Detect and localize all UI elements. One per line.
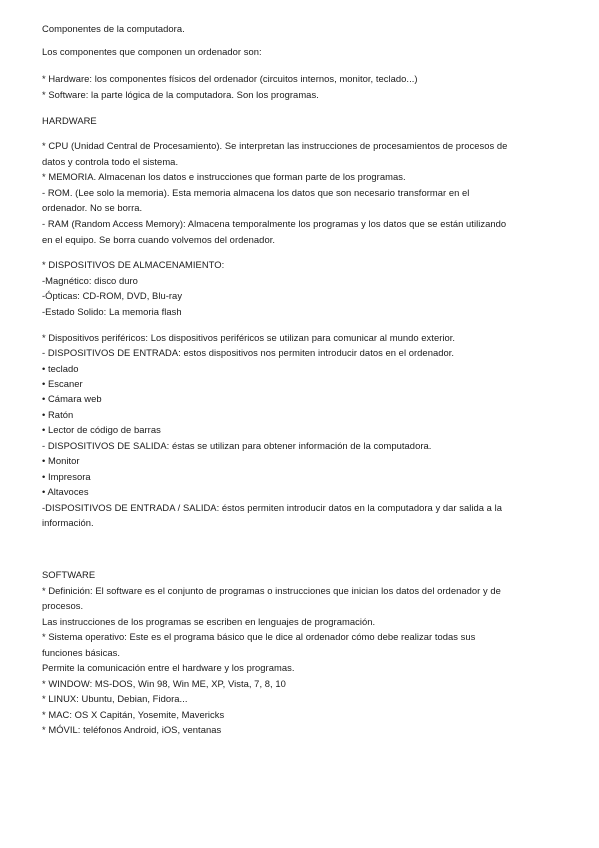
output-devices-line: - DISPOSITIVOS DE SALIDA: éstas se utilizan para obtener información de la computadora.: [42, 440, 432, 451]
ram-line-cont: en el equipo. Se borra cuando volvemos del ordenador.: [42, 234, 276, 245]
list-item: • Escaner: [42, 378, 83, 389]
cpu-line: * CPU (Unidad Central de Procesamiento). Se interpretan las instrucciones de procesamientos de procesos de: [42, 140, 508, 151]
list-item: • Impresora: [42, 471, 91, 482]
rom-line-cont: ordenador. No se borra.: [42, 202, 143, 213]
list-item: • teclado: [42, 363, 79, 374]
list-item: • Monitor: [42, 455, 80, 466]
programming-languages-line: Las instrucciones de los programas se escriben en lenguajes de programación.: [42, 616, 376, 627]
hardware-definition: * Hardware: los componentes físicos del ordenador (circuitos internos, monitor, teclado...): [42, 73, 418, 84]
list-item: • Altavoces: [42, 486, 89, 497]
rom-line: - ROM. (Lee solo la memoria). Esta memoria almacena los datos que son necesario transformar en el: [42, 187, 470, 198]
linux-line: * LINUX: Ubuntu, Debian, Fidora...: [42, 693, 188, 704]
io-devices-line-cont: información.: [42, 517, 94, 528]
communication-line: Permite la comunicación entre el hardware y los programas.: [42, 662, 295, 673]
operating-system-line-cont: funciones básicas.: [42, 647, 121, 658]
cpu-line-cont: datos y controla todo el sistema.: [42, 156, 179, 167]
memory-line: * MEMORIA. Almacenan los datos e instrucciones que forman parte de los programas.: [42, 171, 406, 182]
input-devices-line: - DISPOSITIVOS DE ENTRADA: estos dispositivos nos permiten introducir datos en el ordenador.: [42, 347, 455, 358]
list-item: • Lector de código de barras: [42, 424, 161, 435]
software-definition-cont: procesos.: [42, 600, 84, 611]
intro-line: Los componentes que componen un ordenador son:: [42, 46, 262, 57]
peripherals-line: * Dispositivos periféricos: Los dispositivos periféricos se utilizan para comunicar al mundo exterior.: [42, 332, 456, 343]
mobile-line: * MÓVIL: teléfonos Android, iOS, ventanas: [42, 724, 222, 735]
storage-magnetic: -Magnético: disco duro: [42, 275, 138, 286]
storage-optical: -Ópticas: CD-ROM, DVD, Blu-ray: [42, 290, 183, 301]
list-item: • Cámara web: [42, 393, 102, 404]
windows-line: * WINDOW: MS-DOS, Win 98, Win ME, XP, Vista, 7, 8, 10: [42, 678, 286, 689]
document-title: Componentes de la computadora.: [42, 23, 185, 34]
storage-solid-state: -Estado Solido: La memoria flash: [42, 306, 182, 317]
mac-line: * MAC: OS X Capitán, Yosemite, Mavericks: [42, 709, 225, 720]
software-definition: * Software: la parte lógica de la computadora. Son los programas.: [42, 89, 319, 100]
list-item: • Ratón: [42, 409, 74, 420]
io-devices-line: -DISPOSITIVOS DE ENTRADA / SALIDA: éstos permiten introducir datos en la computadora y dar salida a la: [42, 502, 502, 513]
software-heading: SOFTWARE: [42, 569, 96, 580]
software-definition-line: * Definición: El software es el conjunto de programas o instrucciones que inician los datos del ordenador y de: [42, 585, 501, 596]
operating-system-line: * Sistema operativo: Este es el programa básico que le dice al ordenador cómo debe realizar todas sus: [42, 631, 476, 642]
ram-line: - RAM (Random Access Memory): Almacena temporalmente los programas y los datos que se están utilizando: [42, 218, 507, 229]
storage-heading: * DISPOSITIVOS DE ALMACENAMIENTO:: [42, 259, 225, 270]
hardware-heading: HARDWARE: [42, 115, 97, 126]
